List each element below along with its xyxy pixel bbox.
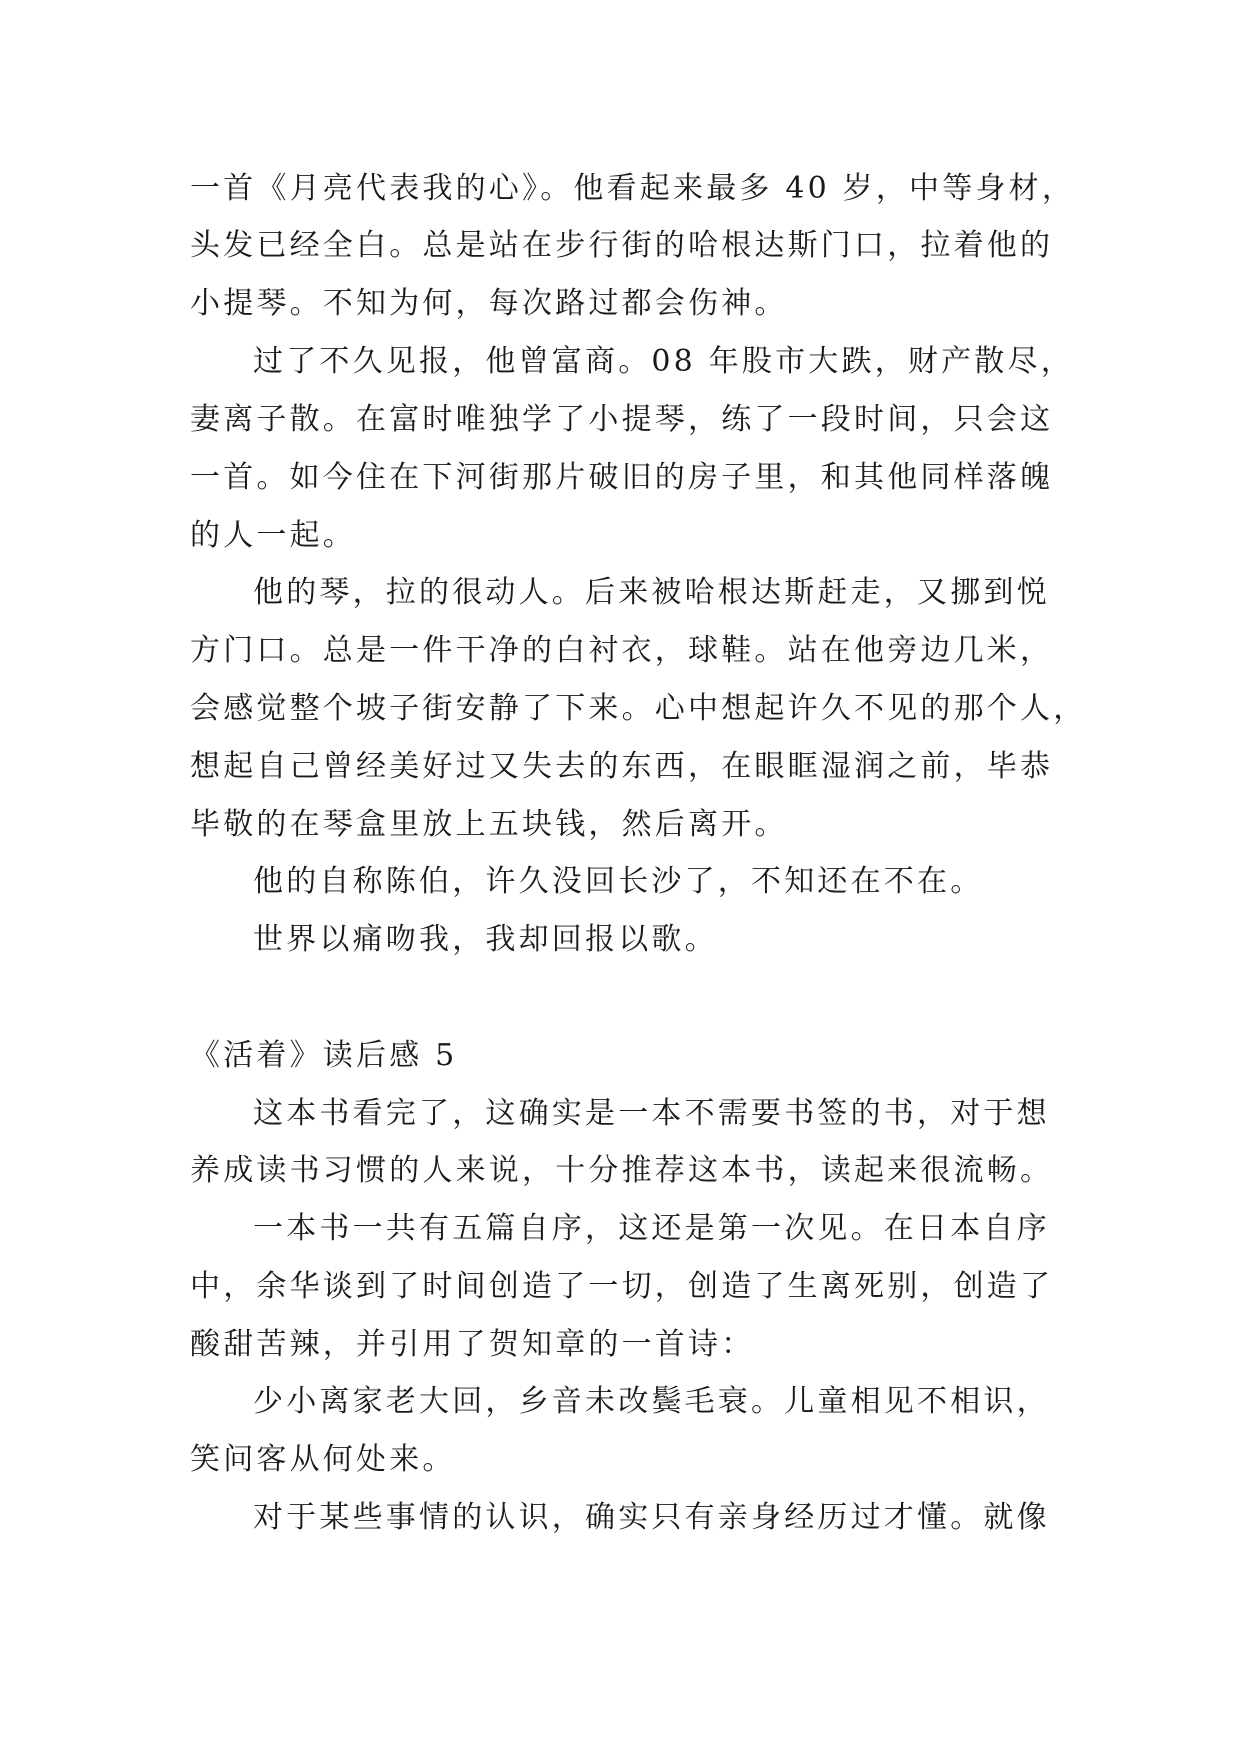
paragraph-line: 酸甜苦辣，并引用了贺知章的一首诗： — [190, 1327, 755, 1362]
paragraph-line: 对于某些事情的认识，确实只有亲身经历过才懂。就像 — [253, 1500, 1050, 1535]
paragraph-line: 过了不久见报，他曾富商。08 年股市大跌，财产散尽， — [253, 344, 1074, 379]
paragraph-line: 养成读书习惯的人来说，十分推荐这本书，读起来很流畅。 — [190, 1153, 1054, 1188]
paragraph-line: 世界以痛吻我，我却回报以歌。 — [253, 922, 718, 957]
paragraph-line: 他的自称陈伯，许久没回长沙了，不知还在不在。 — [253, 864, 984, 899]
paragraph-line: 会感觉整个坡子街安静了下来。心中想起许久不见的那个人， — [190, 691, 1087, 726]
paragraph-line: 想起自己曾经美好过又失去的东西，在眼眶湿润之前，毕恭 — [190, 749, 1054, 784]
paragraph-line: 小提琴。不知为何，每次路过都会伤神。 — [190, 286, 788, 321]
poem-line: 少小离家老大回，乡音未改鬓毛衰。儿童相见不相识， — [253, 1384, 1050, 1419]
paragraph-line: 一首。如今住在下河街那片破旧的房子里，和其他同样落魄 — [190, 460, 1054, 495]
paragraph-line: 一首《月亮代表我的心》。他看起来最多 40 岁，中等身材， — [190, 171, 1076, 206]
paragraph-line: 一本书一共有五篇自序，这还是第一次见。在日本自序 — [253, 1211, 1050, 1246]
paragraph-line: 他的琴，拉的很动人。后来被哈根达斯赶走，又挪到悦 — [253, 575, 1050, 610]
paragraph-line: 方门口。总是一件干净的白衬衣，球鞋。站在他旁边几米， — [190, 633, 1054, 668]
paragraph-line: 的人一起。 — [190, 518, 356, 553]
poem-line: 笑问客从何处来。 — [190, 1442, 456, 1477]
paragraph-line: 中，余华谈到了时间创造了一切，创造了生离死别，创造了 — [190, 1269, 1054, 1304]
section-heading: 《活着》读后感 5 — [190, 1038, 458, 1073]
paragraph-line: 头发已经全白。总是站在步行街的哈根达斯门口，拉着他的 — [190, 228, 1054, 263]
paragraph-line: 这本书看完了，这确实是一本不需要书签的书，对于想 — [253, 1096, 1050, 1131]
paragraph-line: 毕敬的在琴盒里放上五块钱，然后离开。 — [190, 807, 788, 842]
paragraph-line: 妻离子散。在富时唯独学了小提琴，练了一段时间，只会这 — [190, 402, 1054, 437]
